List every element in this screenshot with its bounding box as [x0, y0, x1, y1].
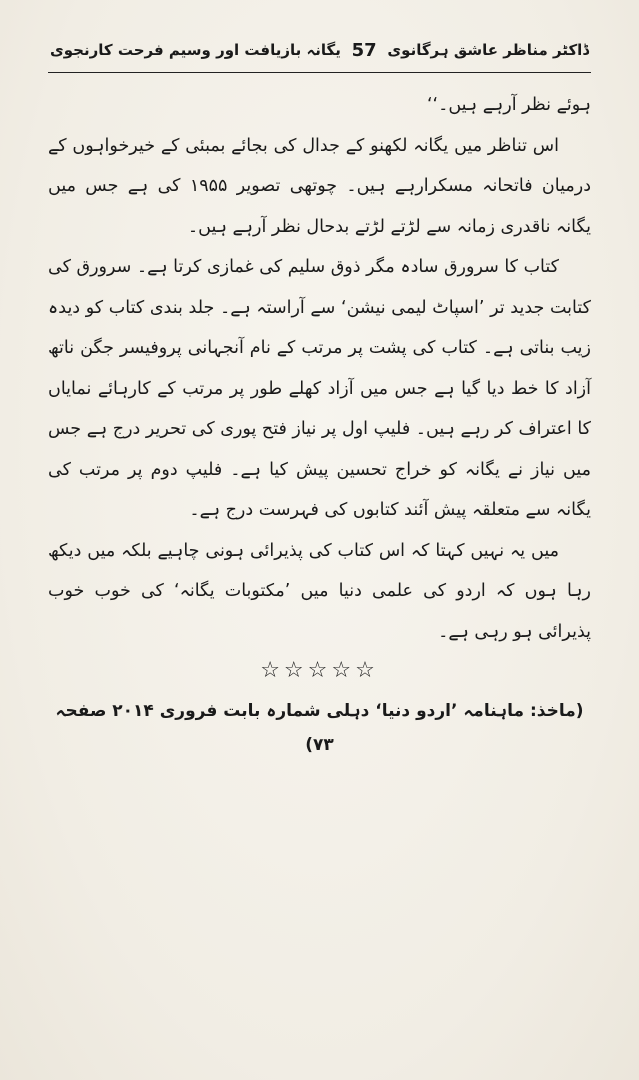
- running-header: [48, 36, 591, 73]
- paragraph: میں یہ نہیں کہتا کہ اس کتاب کی پذیرائی ہونی چاہیے بلکہ میں دیکھ رہا ہوں کہ اردو کی علمی دنیا میں ’مکتوبات یگانہ‘ کی خوب خوب پذیرائی ہو رہی ہے۔: [48, 540, 591, 642]
- paragraph-continuation: ہوئے نظر آرہے ہیں۔‘‘: [426, 95, 591, 115]
- article-body: [48, 85, 591, 652]
- star-separator: ☆☆☆☆☆: [260, 658, 379, 683]
- paragraph: کتاب کا سرورق سادہ مگر ذوق سلیم کی غمازی کرتا ہے۔ سرورق کی کتابت جدید تر ’اسپاٹ لیمی نیشن‘ سے آراستہ ہے۔ جلد بندی کتاب کو دیدہ زیب بناتی ہے۔ کتاب کی پشت پر مرتب کے نام آنجہانی پروفیسر جگن ناتھ آزاد کا خط دیا گیا ہے جس میں آزاد کھلے طور پر مرتب کے کارہائے نمایاں کا اعتراف کر رہے ہیں۔ فلیپ اول پر نیاز فتح پوری کی تحریر درج ہے جس میں نیاز نے یگانہ کو خراج تحسین پیش کیا ہے۔ فلیپ دوم پر مرتب کی یگانہ سے متعلقہ پیش آئند کتابوں کی فہرست درج ہے۔: [48, 257, 591, 520]
- paragraph: اس تناظر میں یگانہ لکھنو کے جدال کی بجائے بمبئی کے خیرخواہوں کے درمیان فاتحانہ مسکرارہے ہیں۔ چوتھی تصویر ۱۹۵۵ کی ہے جس میں یگانہ ناقدری زمانہ سے لڑتے لڑتے بدحال نظر آرہے ہیں۔: [48, 135, 592, 237]
- header-author: ڈاکٹر مناظر عاشق ہرگانوی: [387, 41, 589, 59]
- source-note: (ماخذ: ماہنامہ ’اردو دنیا‘ دہلی شمارہ بابت فروری ۲۰۱۴ صفحہ ۷۳): [55, 701, 584, 755]
- page-number: 57: [351, 39, 377, 61]
- header-title: یگانہ بازیافت اور وسیم فرحت کارنجوی: [50, 41, 341, 59]
